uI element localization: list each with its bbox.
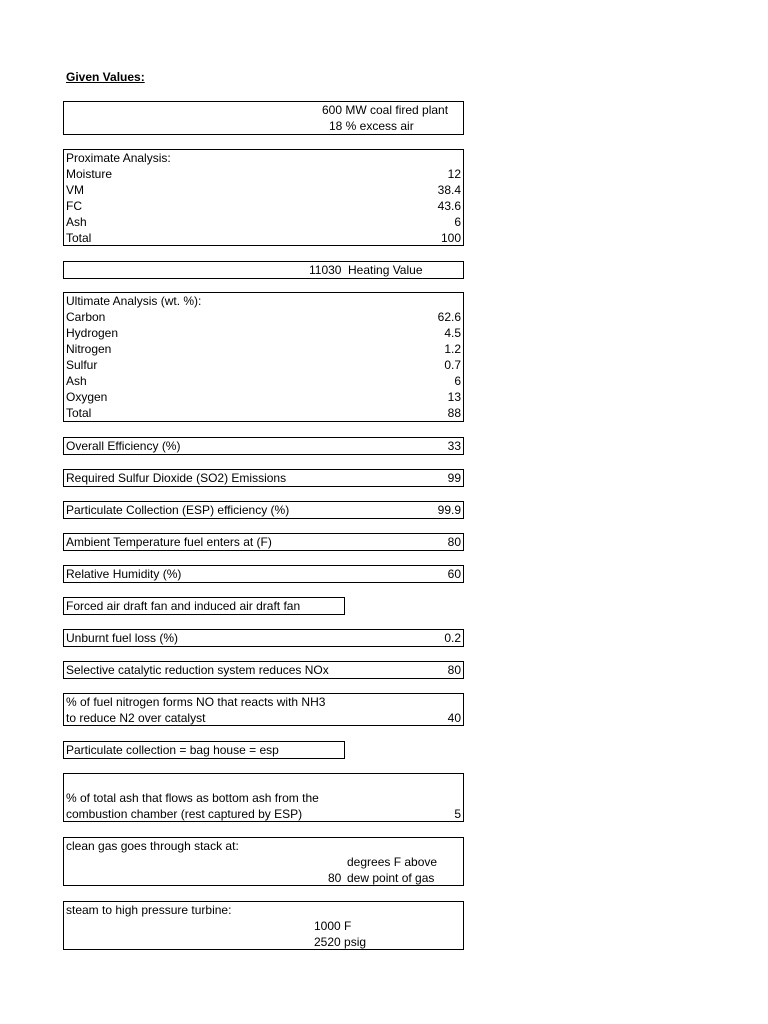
particulate-collection-box	[63, 741, 345, 759]
table-row	[64, 166, 463, 182]
row-value: 6	[454, 374, 461, 388]
steam-title: steam to high pressure turbine:	[66, 903, 232, 917]
row-label: FC	[66, 199, 82, 213]
table-row	[64, 389, 463, 405]
row-label: Ash	[66, 374, 87, 388]
unburnt-fuel-box	[63, 629, 464, 647]
fuel-nitrogen-value: 40	[447, 711, 461, 725]
so2-emissions-value: 99	[447, 471, 461, 485]
stack-title: clean gas goes through stack at:	[66, 839, 239, 853]
row-label: VM	[66, 183, 84, 197]
ambient-temperature-label: Ambient Temperature fuel enters at (F)	[66, 535, 272, 549]
table-row	[64, 230, 463, 246]
row-label: Carbon	[66, 310, 106, 324]
stack-degrees-label: degrees F above	[347, 855, 438, 869]
row-value: 1.2	[444, 342, 461, 356]
steam-box	[63, 901, 464, 950]
row-value: 6	[454, 215, 461, 229]
esp-efficiency-label: Particulate Collection (ESP) efficiency (%)	[66, 503, 290, 517]
row-value: 62.6	[437, 310, 461, 324]
ambient-temperature-box	[63, 533, 464, 551]
plant-box	[63, 101, 464, 135]
scr-value: 80	[447, 663, 461, 677]
fuel-nitrogen-box	[63, 693, 464, 726]
bottom-ash-value: 5	[454, 807, 461, 821]
overall-efficiency-label: Overall Efficiency (%)	[66, 439, 181, 453]
relative-humidity-label: Relative Humidity (%)	[66, 567, 182, 581]
row-value: 4.5	[444, 326, 461, 340]
bottom-ash-line1: % of total ash that flows as bottom ash from the	[66, 791, 319, 805]
row-label: Hydrogen	[66, 326, 119, 340]
table-row	[64, 373, 463, 389]
bottom-ash-box	[63, 773, 464, 822]
ambient-temperature-value: 80	[447, 535, 461, 549]
row-label: Total	[66, 406, 92, 420]
table-row	[64, 198, 463, 214]
heating-value-label: Heating Value	[348, 263, 423, 277]
table-row	[64, 405, 463, 421]
steam-temperature: 1000 F	[314, 919, 352, 933]
row-label: Sulfur	[66, 358, 98, 372]
scr-label: Selective catalytic reduction system reduces NOx	[66, 663, 329, 677]
page-heading: Given Values:	[66, 70, 145, 84]
bottom-ash-line2: combustion chamber (rest captured by ESP)	[66, 807, 303, 821]
relative-humidity-value: 60	[447, 567, 461, 581]
so2-emissions-box	[63, 469, 464, 487]
esp-efficiency-value: 99.9	[437, 503, 461, 517]
row-value: 88	[447, 406, 461, 420]
unburnt-fuel-value: 0.2	[444, 631, 461, 645]
row-label: Moisture	[66, 167, 113, 181]
row-value: 43.6	[437, 199, 461, 213]
row-value: 12	[447, 167, 461, 181]
ultimate-title: Ultimate Analysis (wt. %):	[66, 294, 202, 308]
row-value: 0.7	[444, 358, 461, 372]
steam-pressure: 2520 psig	[314, 935, 367, 949]
particulate-collection-label: Particulate collection = bag house = esp	[66, 743, 279, 757]
fuel-nitrogen-line2: to reduce N2 over catalyst	[66, 711, 206, 725]
row-label: Ash	[66, 215, 87, 229]
table-row	[64, 341, 463, 357]
row-value: 100	[440, 231, 461, 245]
row-label: Oxygen	[66, 390, 108, 404]
table-row	[64, 309, 463, 325]
proximate-analysis-box	[63, 149, 464, 246]
overall-efficiency-value: 33	[447, 439, 461, 453]
table-row	[64, 357, 463, 373]
fuel-nitrogen-line1: % of fuel nitrogen forms NO that reacts with NH3	[66, 695, 326, 709]
stack-dew-point-label: dew point of gas	[347, 871, 435, 885]
esp-efficiency-box	[63, 501, 464, 519]
stack-value: 80	[328, 871, 342, 885]
table-row	[64, 214, 463, 230]
table-row	[64, 182, 463, 198]
heating-value-box	[63, 261, 464, 279]
row-value: 38.4	[437, 183, 461, 197]
excess-air: 18 % excess air	[329, 119, 414, 133]
row-label: Total	[66, 231, 92, 245]
plant-capacity: 600 MW coal fired plant	[322, 103, 449, 117]
fans-label: Forced air draft fan and induced air draft fan	[66, 599, 301, 613]
table-row	[64, 325, 463, 341]
scr-box	[63, 661, 464, 679]
proximate-title: Proximate Analysis:	[66, 151, 171, 165]
fans-box	[63, 597, 345, 615]
overall-efficiency-box	[63, 437, 464, 455]
row-value: 13	[447, 390, 461, 404]
unburnt-fuel-label: Unburnt fuel loss (%)	[66, 631, 179, 645]
so2-emissions-label: Required Sulfur Dioxide (SO2) Emissions	[66, 471, 287, 485]
row-label: Nitrogen	[66, 342, 112, 356]
relative-humidity-box	[63, 565, 464, 583]
heating-value-number: 11030	[309, 263, 342, 277]
stack-box	[63, 837, 464, 886]
ultimate-analysis-box	[63, 292, 464, 422]
